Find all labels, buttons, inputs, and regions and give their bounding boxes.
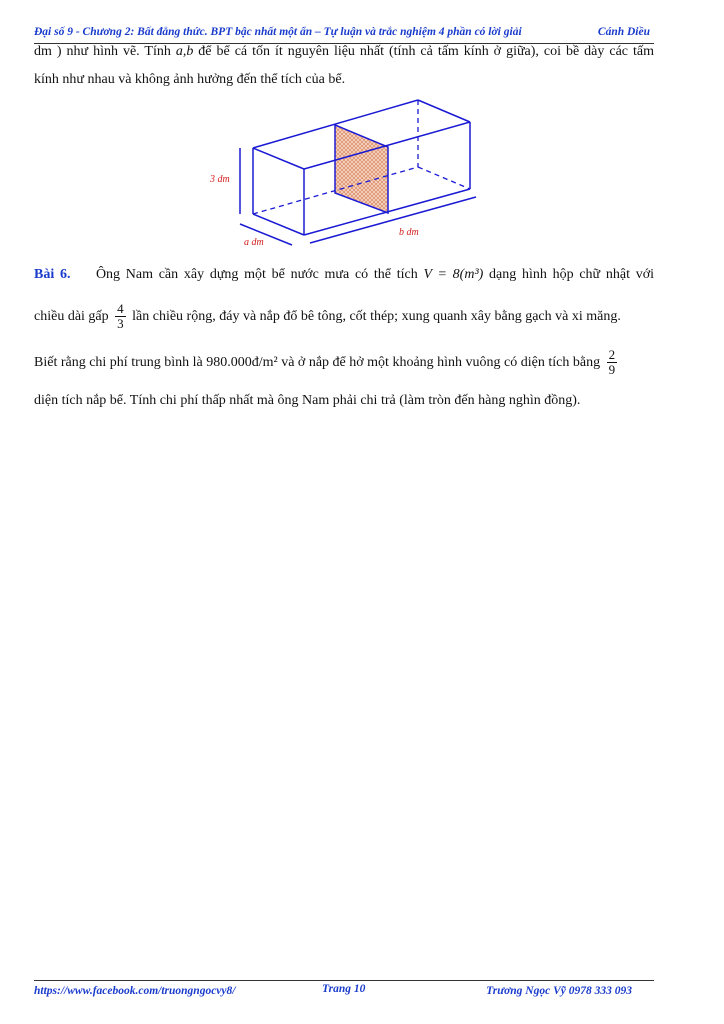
header-title: Đại số 9 - Chương 2: Bất đẳng thức. BPT bậc nhất một ẩn – Tự luận và trắc nghiệm 4 phần có lời giải (34, 26, 522, 38)
partition-glass (335, 125, 388, 213)
box-diagram (200, 92, 500, 252)
problem-6-line-4: diện tích nắp bể. Tính chi phí thấp nhất mà ông Nam phải chi trả (làm tròn đến hàng nghìn đồng). (34, 393, 581, 408)
problem-6-line-1: Bài 6. Ông Nam cần xây dựng một bể nước mưa có thể tích V = 8(m³) dạng hình hộp chữ nhật với (34, 267, 654, 282)
length-label: b dm (399, 227, 419, 238)
aquarium-figure (200, 92, 500, 252)
footer-author: Trương Ngọc Vỹ 0978 333 093 (486, 985, 632, 997)
problem-6-line-3: Biết rằng chi phí trung bình là 980.000đ/m² và ở nắp để hở một khoảng hình vuông có diện tích bằng $\frac{2}{9}$ (34, 347, 616, 378)
intro-line-2: kính như nhau và không ảnh hưởng đến thể tích của bể. (34, 72, 346, 87)
intro-line-1: dm ) như hình vẽ. Tính a,b để bể cá tốn ít nguyên liệu nhất (tính cả tấm kính ở giữa), coi bề dày các tấm (34, 44, 654, 59)
header-brand: Cánh Diều (597, 26, 650, 38)
fraction-two-ninths: $\frac{2}{9}$ (608, 347, 616, 378)
problem-6-line-2: chiều dài gấp $\frac{4}{3}$ lần chiều rộng, đáy và nắp đổ bê tông, cốt thép; xung quanh xây bằng gạch và xi măng. (34, 301, 621, 332)
problem-6-label: Bài 6. (34, 267, 71, 282)
volume-formula: V = 8(m³) (423, 267, 484, 282)
page-number: Trang 10 (322, 983, 366, 995)
width-label: a dm (244, 237, 264, 248)
footer-facebook-link[interactable]: https://www.facebook.com/truongngocvy8/ (34, 985, 236, 997)
height-label: 3 dm (210, 174, 230, 185)
page-footer (34, 980, 654, 1001)
fraction-four-thirds: $\frac{4}{3}$ (117, 301, 124, 332)
